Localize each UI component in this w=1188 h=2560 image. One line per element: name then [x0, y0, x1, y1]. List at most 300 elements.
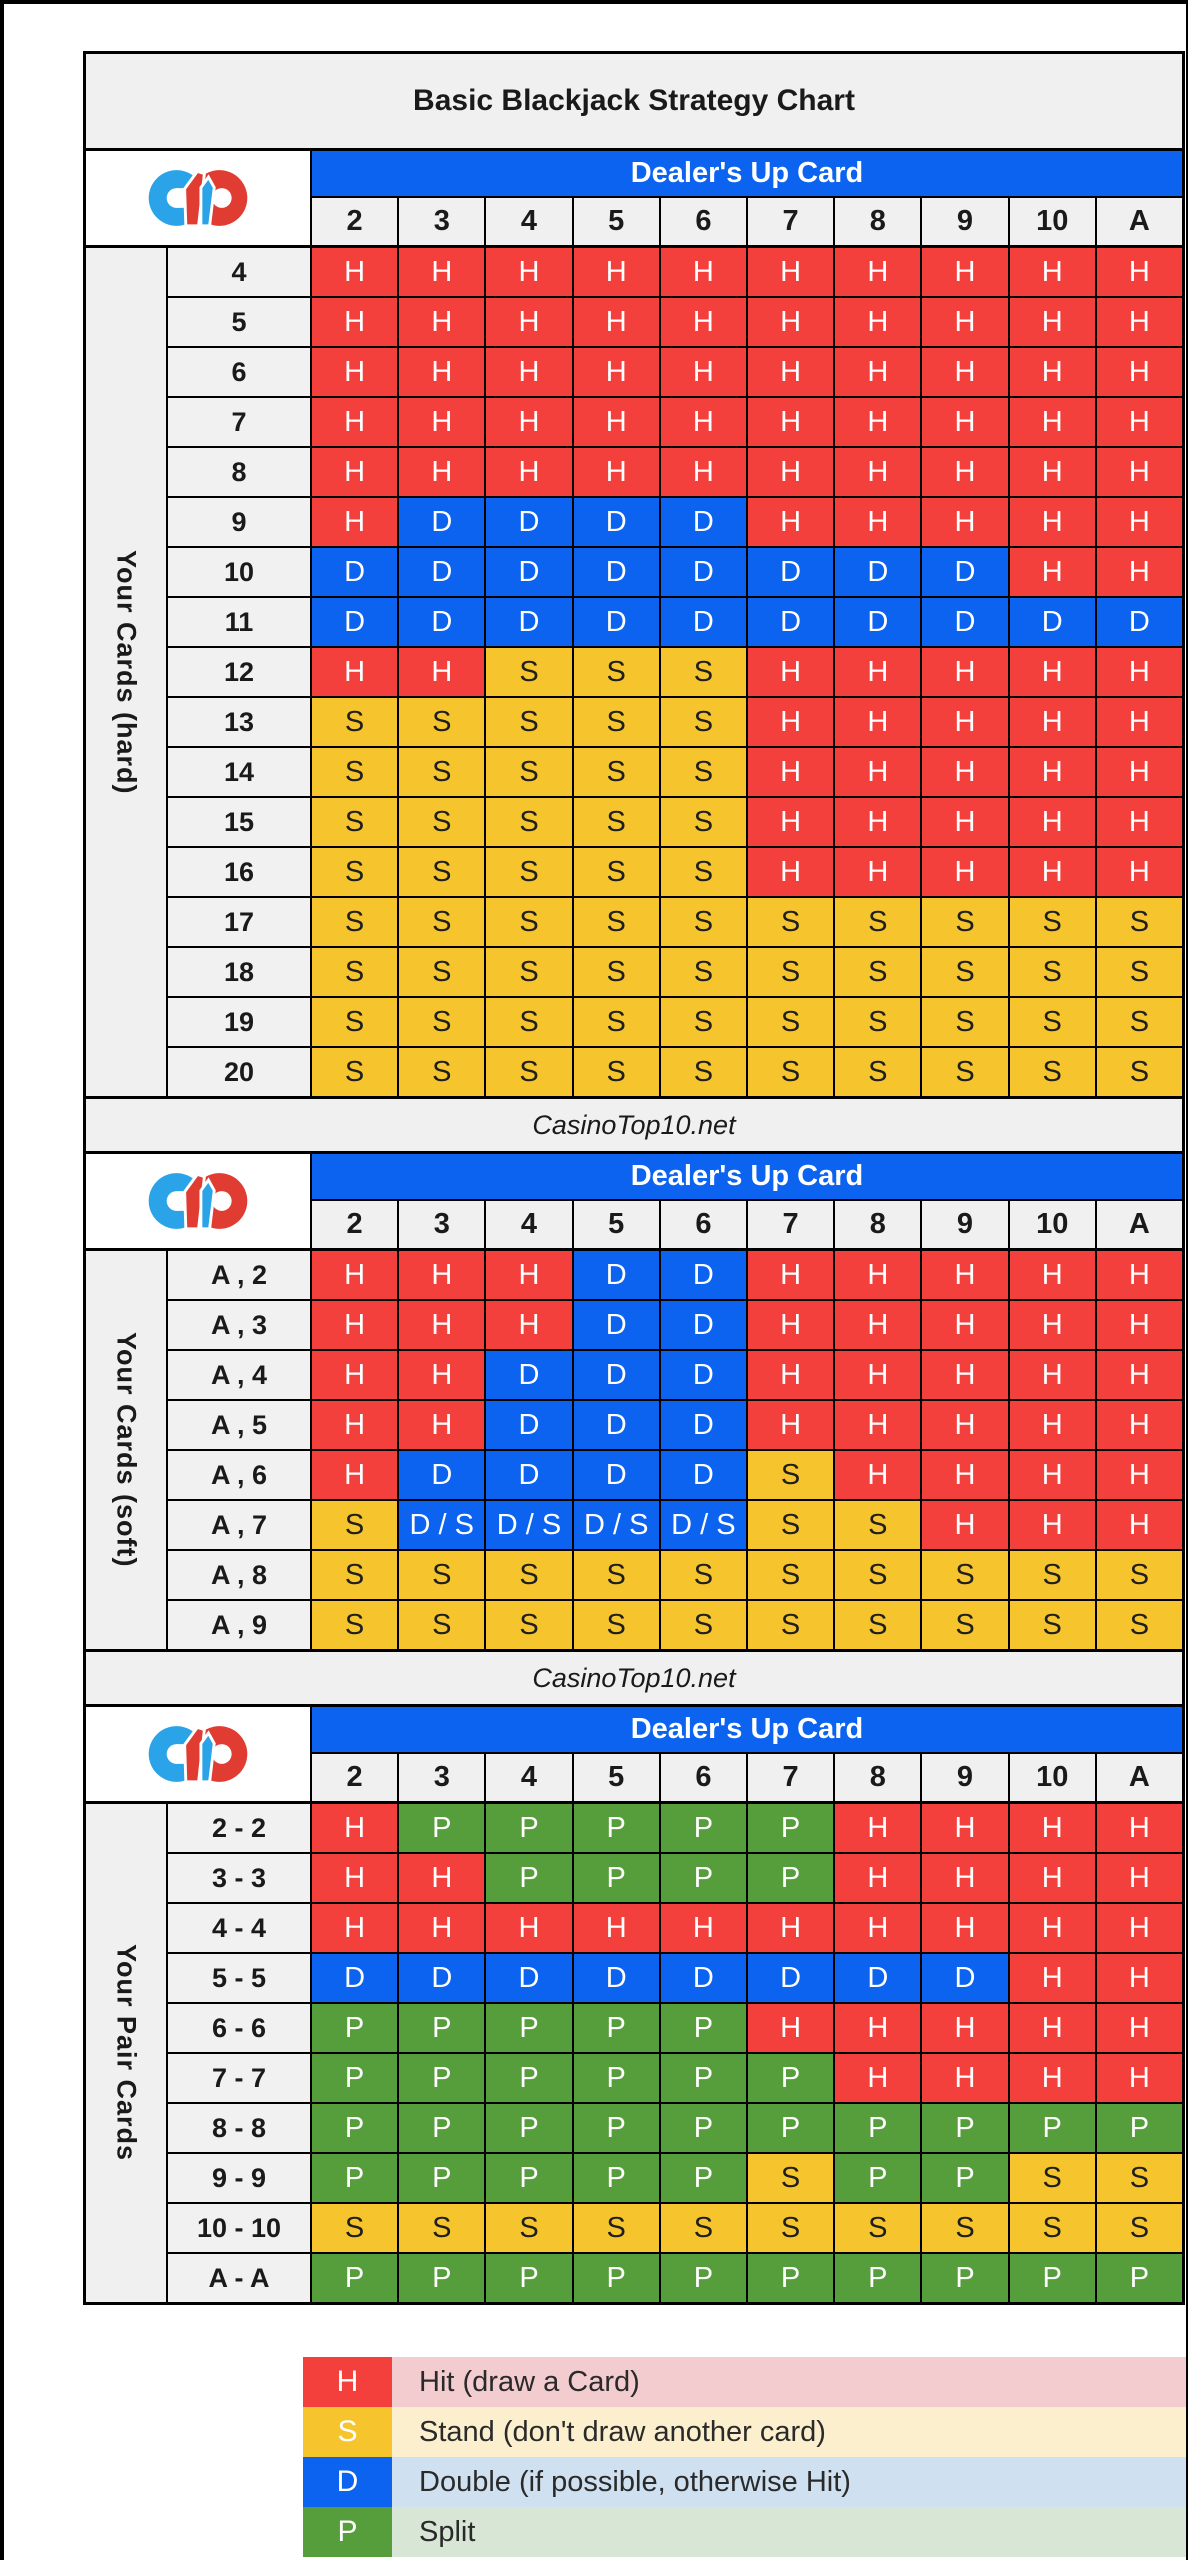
- strategy-cell: H: [748, 448, 833, 496]
- strategy-cell: P: [486, 2004, 571, 2052]
- strategy-cell: H: [399, 1854, 484, 1902]
- legend-row: [303, 2357, 1188, 2407]
- strategy-cell: S: [748, 1451, 833, 1499]
- strategy-cell: S: [312, 2204, 397, 2252]
- strategy-cell: P: [748, 2104, 833, 2152]
- strategy-cell: H: [312, 1251, 397, 1299]
- strategy-cell: H: [1097, 548, 1182, 596]
- strategy-cell: H: [922, 848, 1007, 896]
- strategy-cell: S: [486, 848, 571, 896]
- row-label: 10: [168, 548, 310, 596]
- strategy-cell: H: [312, 348, 397, 396]
- strategy-cell: D: [661, 598, 746, 646]
- strategy-cell: P: [922, 2254, 1007, 2302]
- row-label: 9 - 9: [168, 2154, 310, 2202]
- strategy-cell: H: [486, 398, 571, 446]
- strategy-cell: H: [922, 1451, 1007, 1499]
- legend-row: [303, 2407, 1188, 2457]
- strategy-cell: H: [486, 348, 571, 396]
- strategy-cell: S: [1010, 948, 1095, 996]
- strategy-cell: P: [661, 1804, 746, 1852]
- strategy-cell: H: [486, 448, 571, 496]
- strategy-cell: S: [1010, 2154, 1095, 2202]
- strategy-cell: S: [661, 1048, 746, 1096]
- casinotop10-logo: [86, 151, 310, 245]
- strategy-cell: H: [312, 1451, 397, 1499]
- strategy-cell: D: [399, 498, 484, 546]
- strategy-cell: S: [922, 1551, 1007, 1599]
- row-label: 10 - 10: [168, 2204, 310, 2252]
- strategy-cell: S: [922, 998, 1007, 1046]
- strategy-cell: H: [399, 1301, 484, 1349]
- strategy-cell: D: [922, 598, 1007, 646]
- strategy-cell: H: [1010, 1501, 1095, 1549]
- strategy-cell: H: [922, 1251, 1007, 1299]
- row-label: 19: [168, 998, 310, 1046]
- row-label: 8: [168, 448, 310, 496]
- row-label: 16: [168, 848, 310, 896]
- strategy-cell: H: [1097, 398, 1182, 446]
- strategy-cell: H: [399, 1351, 484, 1399]
- strategy-cell: S: [661, 2204, 746, 2252]
- strategy-cell: D: [486, 1451, 571, 1499]
- strategy-cell: S: [661, 998, 746, 1046]
- strategy-cell: D: [486, 1954, 571, 2002]
- row-label: A , 6: [168, 1451, 310, 1499]
- strategy-cell: S: [399, 898, 484, 946]
- dealer-card-label: 5: [574, 1754, 659, 1801]
- strategy-cell: H: [312, 1301, 397, 1349]
- strategy-cell: P: [399, 2254, 484, 2302]
- row-label: 6 - 6: [168, 2004, 310, 2052]
- strategy-cell: P: [399, 2154, 484, 2202]
- strategy-cell: P: [835, 2154, 920, 2202]
- row-label: 5: [168, 298, 310, 346]
- strategy-cell: H: [835, 1451, 920, 1499]
- casinotop10-logo-graphic: [148, 1725, 248, 1783]
- row-label: 3 - 3: [168, 1854, 310, 1902]
- row-label: 20: [168, 1048, 310, 1096]
- strategy-cell: H: [1097, 1301, 1182, 1349]
- strategy-cell: P: [312, 2004, 397, 2052]
- dealer-card-label: 10: [1010, 1201, 1095, 1248]
- strategy-cell: P: [312, 2254, 397, 2302]
- strategy-cell: H: [922, 698, 1007, 746]
- strategy-cell: D: [661, 1301, 746, 1349]
- dealer-card-label: 8: [835, 1201, 920, 1248]
- strategy-cell: D: [748, 1954, 833, 2002]
- strategy-cell: D: [1097, 598, 1182, 646]
- strategy-cell: S: [399, 2204, 484, 2252]
- strategy-cell: H: [1097, 1351, 1182, 1399]
- strategy-cell: H: [748, 248, 833, 296]
- dealer-card-label: 4: [486, 1201, 571, 1248]
- dealer-card-label: 3: [399, 198, 484, 245]
- strategy-cell: H: [486, 1301, 571, 1349]
- strategy-cell: H: [835, 248, 920, 296]
- strategy-cell: D: [574, 1351, 659, 1399]
- strategy-cell: H: [486, 1904, 571, 1952]
- strategy-cell: D: [835, 548, 920, 596]
- strategy-cell: S: [574, 748, 659, 796]
- strategy-cell: H: [748, 298, 833, 346]
- strategy-cell: S: [1097, 2204, 1182, 2252]
- strategy-cell: S: [661, 1601, 746, 1649]
- dealer-card-label: 9: [922, 198, 1007, 245]
- strategy-cell: P: [486, 1854, 571, 1902]
- strategy-cell: H: [574, 248, 659, 296]
- strategy-cell: H: [312, 398, 397, 446]
- dealer-card-label: 4: [486, 198, 571, 245]
- legend-label: Stand (don't draw another card): [419, 2415, 826, 2448]
- strategy-cell: H: [661, 448, 746, 496]
- legend-label: Split: [419, 2515, 476, 2548]
- strategy-cell: H: [748, 398, 833, 446]
- strategy-cell: P: [922, 2154, 1007, 2202]
- strategy-cell: S: [835, 2204, 920, 2252]
- row-label: 18: [168, 948, 310, 996]
- strategy-cell: H: [399, 1251, 484, 1299]
- strategy-cell: S: [399, 998, 484, 1046]
- strategy-cell: S: [399, 1048, 484, 1096]
- casinotop10-logo: [86, 1154, 310, 1248]
- strategy-cell: D: [835, 598, 920, 646]
- strategy-cell: D: [312, 598, 397, 646]
- strategy-cell: H: [399, 298, 484, 346]
- strategy-cell: S: [748, 998, 833, 1046]
- strategy-cell: S: [486, 748, 571, 796]
- row-label: 7 - 7: [168, 2054, 310, 2102]
- strategy-cell: H: [399, 398, 484, 446]
- strategy-cell: S: [574, 998, 659, 1046]
- strategy-cell: H: [1097, 1904, 1182, 1952]
- strategy-cell: D: [748, 548, 833, 596]
- strategy-cell: S: [399, 1551, 484, 1599]
- strategy-cell: H: [312, 648, 397, 696]
- strategy-cell: P: [748, 1804, 833, 1852]
- strategy-cell: D: [486, 598, 571, 646]
- strategy-cell: S: [922, 1601, 1007, 1649]
- strategy-cell: H: [748, 698, 833, 746]
- row-label: A , 4: [168, 1351, 310, 1399]
- strategy-cell: H: [1097, 448, 1182, 496]
- strategy-cell: H: [574, 298, 659, 346]
- strategy-cell: H: [1010, 248, 1095, 296]
- dealer-card-label: 9: [922, 1754, 1007, 1801]
- dealer-card-label: 2: [312, 198, 397, 245]
- row-label: A , 8: [168, 1551, 310, 1599]
- strategy-cell: S: [835, 1551, 920, 1599]
- strategy-cell: S: [312, 1048, 397, 1096]
- strategy-cell: S: [486, 648, 571, 696]
- legend: [303, 2357, 1188, 2557]
- strategy-cell: H: [835, 1251, 920, 1299]
- strategy-cell: S: [835, 948, 920, 996]
- legend-row: [303, 2457, 1188, 2507]
- strategy-cell: D / S: [661, 1501, 746, 1549]
- strategy-cell: S: [574, 848, 659, 896]
- strategy-cell: S: [1010, 1048, 1095, 1096]
- strategy-cell: D: [312, 1954, 397, 2002]
- strategy-cell: S: [399, 698, 484, 746]
- strategy-cell: D / S: [399, 1501, 484, 1549]
- strategy-cell: H: [1097, 348, 1182, 396]
- side-label-text: Your Cards (hard): [111, 549, 142, 795]
- strategy-cell: P: [574, 1804, 659, 1852]
- strategy-cell: S: [486, 898, 571, 946]
- watermark-band: CasinoTop10.net: [83, 1096, 1185, 1154]
- strategy-cell: H: [1097, 798, 1182, 846]
- dealer-card-label: 6: [661, 1201, 746, 1248]
- strategy-cell: H: [1097, 498, 1182, 546]
- row-label: 8 - 8: [168, 2104, 310, 2152]
- strategy-cell: S: [399, 748, 484, 796]
- strategy-cell: D / S: [574, 1501, 659, 1549]
- casinotop10-logo-graphic: [148, 169, 248, 227]
- strategy-cell: P: [574, 2154, 659, 2202]
- strategy-cell: H: [748, 648, 833, 696]
- row-label: 15: [168, 798, 310, 846]
- strategy-cell: H: [1097, 748, 1182, 796]
- strategy-cell: H: [835, 1854, 920, 1902]
- strategy-cell: S: [661, 798, 746, 846]
- strategy-cell: D: [1010, 598, 1095, 646]
- strategy-cell: H: [922, 798, 1007, 846]
- strategy-cell: S: [486, 1601, 571, 1649]
- strategy-cell: D: [574, 1251, 659, 1299]
- row-label: 13: [168, 698, 310, 746]
- strategy-cell: D: [835, 1954, 920, 2002]
- strategy-cell: H: [1010, 748, 1095, 796]
- strategy-cell: H: [661, 1904, 746, 1952]
- dealer-up-card-header: Dealer's Up Card: [312, 1707, 1182, 1752]
- strategy-cell: H: [922, 448, 1007, 496]
- legend-label: Double (if possible, otherwise Hit): [419, 2465, 851, 2498]
- strategy-cell: S: [661, 948, 746, 996]
- strategy-cell: S: [312, 898, 397, 946]
- strategy-cell: S: [922, 898, 1007, 946]
- strategy-cell: S: [312, 1551, 397, 1599]
- strategy-cell: P: [748, 2254, 833, 2302]
- strategy-cell: H: [1010, 1954, 1095, 2002]
- strategy-cell: D: [661, 498, 746, 546]
- strategy-cell: H: [399, 1904, 484, 1952]
- strategy-cell: H: [312, 1401, 397, 1449]
- row-label: 12: [168, 648, 310, 696]
- strategy-cell: H: [1010, 1451, 1095, 1499]
- strategy-cell: H: [1097, 848, 1182, 896]
- strategy-cell: P: [1097, 2254, 1182, 2302]
- legend-swatch: D: [303, 2457, 392, 2507]
- strategy-cell: H: [835, 398, 920, 446]
- strategy-cell: S: [1097, 1048, 1182, 1096]
- strategy-cell: H: [835, 1351, 920, 1399]
- strategy-cell: S: [1010, 1551, 1095, 1599]
- strategy-cell: H: [748, 1904, 833, 1952]
- strategy-cell: S: [835, 998, 920, 1046]
- strategy-cell: S: [661, 1551, 746, 1599]
- strategy-cell: S: [835, 1601, 920, 1649]
- strategy-cell: H: [922, 2004, 1007, 2052]
- strategy-cell: D: [574, 1954, 659, 2002]
- side-label-soft: [86, 1251, 166, 1649]
- strategy-cell: S: [312, 948, 397, 996]
- strategy-cell: S: [1010, 2204, 1095, 2252]
- strategy-cell: H: [922, 298, 1007, 346]
- strategy-cell: P: [748, 2054, 833, 2102]
- strategy-cell: H: [922, 748, 1007, 796]
- strategy-cell: H: [1097, 248, 1182, 296]
- strategy-cell: H: [748, 748, 833, 796]
- dealer-card-label: A: [1097, 198, 1182, 245]
- strategy-cell: S: [1097, 998, 1182, 1046]
- strategy-cell: H: [922, 248, 1007, 296]
- strategy-cell: H: [922, 348, 1007, 396]
- dealer-card-label: 6: [661, 1754, 746, 1801]
- strategy-cell: S: [748, 2154, 833, 2202]
- strategy-cell: P: [399, 2104, 484, 2152]
- dealer-up-card-header: Dealer's Up Card: [312, 1154, 1182, 1199]
- strategy-cell: H: [312, 498, 397, 546]
- strategy-cell: H: [1010, 2004, 1095, 2052]
- dealer-card-label: 8: [835, 1754, 920, 1801]
- strategy-cell: S: [1097, 2154, 1182, 2202]
- strategy-cell: H: [1010, 498, 1095, 546]
- strategy-cell: H: [748, 1351, 833, 1399]
- strategy-cell: H: [1097, 2004, 1182, 2052]
- strategy-cell: S: [922, 1048, 1007, 1096]
- strategy-cell: S: [574, 798, 659, 846]
- strategy-cell: S: [486, 798, 571, 846]
- strategy-cell: S: [399, 848, 484, 896]
- strategy-cell: S: [922, 948, 1007, 996]
- strategy-cell: P: [399, 2004, 484, 2052]
- legend-swatch: H: [303, 2357, 392, 2407]
- strategy-cell: H: [1097, 1251, 1182, 1299]
- strategy-cell: S: [574, 1601, 659, 1649]
- strategy-cell: S: [312, 798, 397, 846]
- strategy-cell: H: [922, 1351, 1007, 1399]
- row-label: A - A: [168, 2254, 310, 2302]
- strategy-cell: S: [486, 948, 571, 996]
- dealer-card-label: 10: [1010, 1754, 1095, 1801]
- strategy-cell: H: [399, 348, 484, 396]
- strategy-cell: H: [835, 498, 920, 546]
- strategy-cell: P: [312, 2054, 397, 2102]
- strategy-cell: H: [574, 448, 659, 496]
- strategy-cell: D: [486, 548, 571, 596]
- dealer-card-label: 5: [574, 1201, 659, 1248]
- dealer-header-hard: [83, 148, 1185, 248]
- strategy-cell: D: [312, 548, 397, 596]
- strategy-cell: S: [748, 1551, 833, 1599]
- strategy-cell: S: [312, 1601, 397, 1649]
- strategy-cell: H: [1010, 298, 1095, 346]
- strategy-cell: H: [1010, 548, 1095, 596]
- strategy-cell: H: [1097, 698, 1182, 746]
- strategy-cell: H: [312, 298, 397, 346]
- strategy-cell: D: [661, 1954, 746, 2002]
- side-label-pairs: [86, 1804, 166, 2302]
- strategy-cell: S: [574, 948, 659, 996]
- strategy-cell: S: [748, 1501, 833, 1549]
- strategy-cell: H: [486, 248, 571, 296]
- strategy-cell: H: [1010, 448, 1095, 496]
- strategy-cell: H: [835, 2004, 920, 2052]
- strategy-cell: H: [835, 798, 920, 846]
- strategy-cell: H: [922, 398, 1007, 446]
- strategy-cell: H: [748, 2004, 833, 2052]
- table-pairs: [83, 1801, 1185, 2305]
- strategy-cell: P: [748, 1854, 833, 1902]
- row-label: 11: [168, 598, 310, 646]
- strategy-cell: P: [486, 2054, 571, 2102]
- strategy-cell: S: [1097, 898, 1182, 946]
- strategy-cell: H: [835, 1301, 920, 1349]
- strategy-cell: S: [748, 1048, 833, 1096]
- strategy-cell: H: [835, 1904, 920, 1952]
- strategy-cell: H: [1097, 1401, 1182, 1449]
- strategy-cell: S: [922, 2204, 1007, 2252]
- strategy-cell: H: [748, 1251, 833, 1299]
- strategy-cell: D: [922, 548, 1007, 596]
- row-label: 4: [168, 248, 310, 296]
- dealer-card-label: 3: [399, 1754, 484, 1801]
- strategy-cell: D: [922, 1954, 1007, 2002]
- legend-swatch: S: [303, 2407, 392, 2457]
- casinotop10-logo: [86, 1707, 310, 1801]
- strategy-cell: S: [661, 848, 746, 896]
- strategy-cell: D: [748, 598, 833, 646]
- strategy-cell: H: [835, 298, 920, 346]
- dealer-card-label: 8: [835, 198, 920, 245]
- row-label: 17: [168, 898, 310, 946]
- row-label: A , 9: [168, 1601, 310, 1649]
- strategy-cell: S: [748, 2204, 833, 2252]
- strategy-cell: P: [835, 2104, 920, 2152]
- strategy-cell: S: [574, 2204, 659, 2252]
- blackjack-strategy-chart: [83, 51, 1185, 2305]
- dealer-card-label: 10: [1010, 198, 1095, 245]
- row-label: 6: [168, 348, 310, 396]
- row-label: A , 5: [168, 1401, 310, 1449]
- strategy-cell: H: [1010, 2054, 1095, 2102]
- strategy-cell: P: [835, 2254, 920, 2302]
- strategy-cell: S: [399, 798, 484, 846]
- strategy-cell: S: [1010, 998, 1095, 1046]
- strategy-cell: S: [748, 948, 833, 996]
- strategy-cell: S: [312, 848, 397, 896]
- legend-label: Hit (draw a Card): [419, 2365, 640, 2398]
- strategy-cell: H: [486, 298, 571, 346]
- strategy-cell: H: [1097, 648, 1182, 696]
- strategy-cell: P: [1010, 2104, 1095, 2152]
- table-soft: [83, 1248, 1185, 1652]
- table-hard: [83, 245, 1185, 1099]
- strategy-cell: S: [486, 1551, 571, 1599]
- strategy-cell: P: [399, 1804, 484, 1852]
- strategy-cell: H: [922, 1401, 1007, 1449]
- strategy-cell: S: [661, 698, 746, 746]
- strategy-cell: H: [922, 1854, 1007, 1902]
- strategy-cell: H: [922, 1804, 1007, 1852]
- strategy-cell: H: [835, 348, 920, 396]
- strategy-cell: S: [1097, 1551, 1182, 1599]
- strategy-cell: H: [1010, 698, 1095, 746]
- strategy-cell: H: [312, 448, 397, 496]
- strategy-cell: D: [574, 1401, 659, 1449]
- strategy-cell: P: [486, 2104, 571, 2152]
